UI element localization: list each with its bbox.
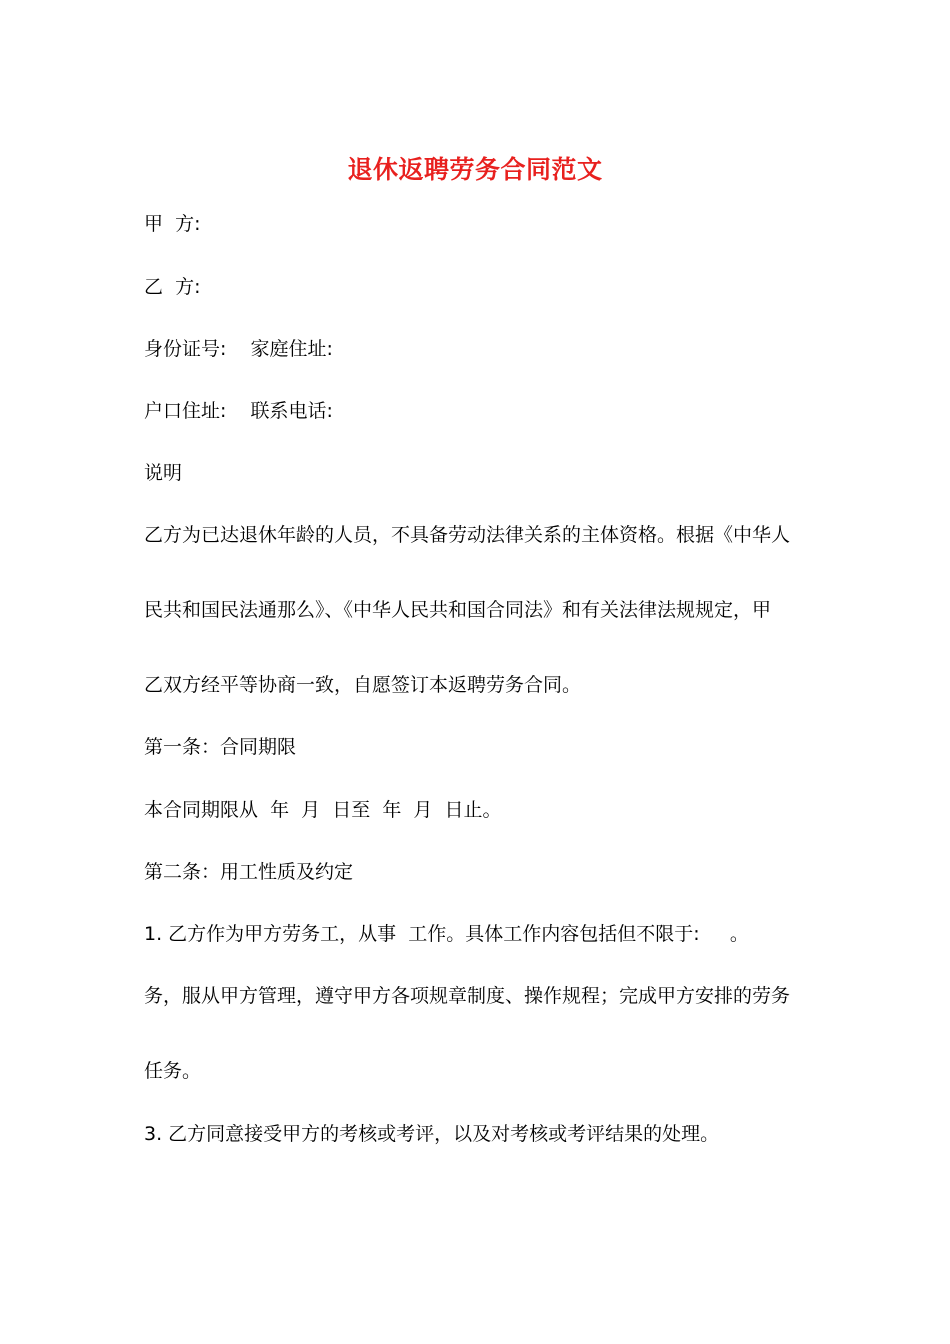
- explanation-paragraph-line-2: 民共和国民法通那么》、《中华人民共和国合同法》和有关法律法规规定，甲: [144, 599, 772, 621]
- document-title: 退休返聘劳务合同范文: [347, 155, 603, 184]
- article-2-item-2-line-2: 任务。: [144, 1060, 202, 1082]
- party-b-line: 乙 方:: [144, 276, 201, 298]
- article-2-item-2-line-1: 务，服从甲方管理，遵守甲方各项规章制度、操作规程；完成甲方安排的劳务: [144, 985, 791, 1007]
- article-1-heading: 第一条：合同期限: [144, 736, 297, 758]
- id-address-line: 身份证号: 家庭住址:: [144, 338, 333, 360]
- article-2-item-1: 1. 乙方作为甲方劳务工，从事 工作。具体工作内容包括但不限于: 。: [144, 923, 749, 945]
- explanation-paragraph-line-3: 乙双方经平等协商一致，自愿签订本返聘劳务合同。: [144, 674, 582, 696]
- party-a-line: 甲 方:: [144, 213, 201, 235]
- article-2-item-3: 3. 乙方同意接受甲方的考核或考评，以及对考核或考评结果的处理。: [144, 1123, 720, 1145]
- registered-address-phone-line: 户口住址: 联系电话:: [144, 400, 333, 422]
- explanation-paragraph-line-1: 乙方为已达退休年龄的人员，不具备劳动法律关系的主体资格。根据《中华人: [144, 524, 791, 546]
- explanation-heading: 说明: [144, 462, 183, 484]
- article-2-heading: 第二条：用工性质及约定: [144, 861, 354, 883]
- article-1-term-line: 本合同期限从 年 月 日至 年 月 日止。: [144, 799, 502, 821]
